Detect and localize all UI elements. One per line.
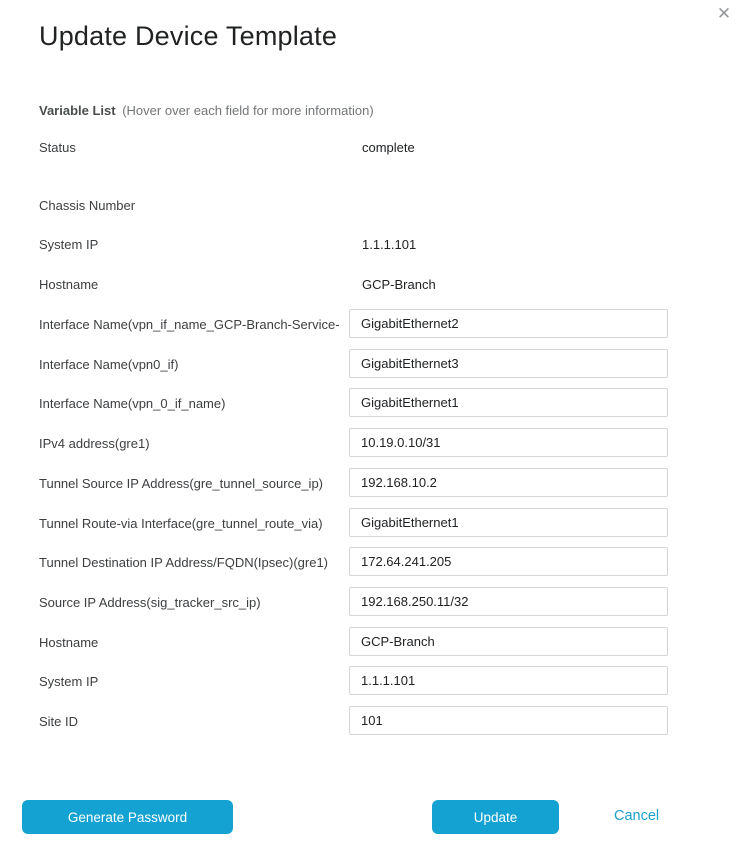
field-label: Tunnel Route-via Interface(gre_tunnel_route_via) <box>39 516 323 531</box>
editable-field-row <box>0 706 752 735</box>
field-label: Interface Name(vpn_0_if_name) <box>39 396 226 411</box>
editable-field-row <box>0 547 752 576</box>
field-label: Site ID <box>39 714 79 729</box>
editable-field-row <box>0 388 752 417</box>
editable-field-row <box>0 627 752 656</box>
variable-input[interactable] <box>349 627 668 656</box>
static-field-row <box>0 277 752 293</box>
field-label: Chassis Number <box>39 198 136 213</box>
close-icon[interactable]: ✕ <box>716 4 732 23</box>
variable-input[interactable] <box>349 309 668 338</box>
variable-list-label: Variable List <box>39 103 116 118</box>
variable-input[interactable] <box>349 349 668 378</box>
field-value: GCP-Branch <box>362 277 436 292</box>
field-label: Interface Name(vpn0_if) <box>39 357 179 372</box>
field-value: 1.1.1.101 <box>362 237 417 252</box>
variable-input[interactable] <box>349 587 668 616</box>
field-label: Source IP Address(sig_tracker_src_ip) <box>39 595 261 610</box>
generate-password-button[interactable]: Generate Password <box>22 800 233 834</box>
static-field-row <box>0 140 752 156</box>
field-label: Tunnel Source IP Address(gre_tunnel_source_ip) <box>39 476 324 491</box>
variable-input[interactable] <box>349 706 668 735</box>
field-label: IPv4 address(gre1) <box>39 436 150 451</box>
field-label: Tunnel Destination IP Address/FQDN(Ipsec)(gre1) <box>39 555 329 570</box>
field-label: Hostname <box>39 635 99 650</box>
variable-input[interactable] <box>349 547 668 576</box>
cancel-button[interactable]: Cancel <box>614 808 660 824</box>
editable-field-row <box>0 428 752 457</box>
field-label: Status <box>39 140 76 155</box>
editable-field-row <box>0 309 752 338</box>
page-title: Update Device Template <box>39 21 338 51</box>
editable-field-row <box>0 508 752 537</box>
static-field-row <box>0 237 752 253</box>
static-field-row <box>0 198 752 214</box>
field-label: Hostname <box>39 277 99 292</box>
variable-input[interactable] <box>349 468 668 497</box>
editable-field-row <box>0 587 752 616</box>
field-label: Interface Name(vpn_if_name_GCP-Branch-Service- <box>39 317 340 332</box>
variable-input[interactable] <box>349 508 668 537</box>
variable-list-heading <box>39 103 374 118</box>
variable-input[interactable] <box>349 428 668 457</box>
field-value: complete <box>362 140 415 155</box>
editable-field-row <box>0 468 752 497</box>
field-label: System IP <box>39 237 99 252</box>
editable-field-row <box>0 349 752 378</box>
variable-input[interactable] <box>349 666 668 695</box>
variable-list-hint: (Hover over each field for more information) <box>122 103 374 118</box>
variable-input[interactable] <box>349 388 668 417</box>
editable-field-row <box>0 666 752 695</box>
update-button[interactable]: Update <box>432 800 559 834</box>
field-label: System IP <box>39 674 99 689</box>
